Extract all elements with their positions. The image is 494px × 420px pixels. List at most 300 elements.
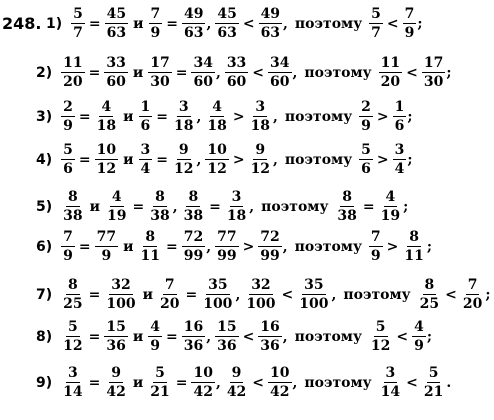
numerator: 10 bbox=[193, 365, 213, 381]
fraction bbox=[258, 230, 281, 263]
operator: < bbox=[252, 64, 265, 81]
therefore-word: поэтому bbox=[294, 328, 362, 345]
operator: > bbox=[376, 108, 389, 125]
numerator: 1 bbox=[394, 99, 405, 115]
fraction bbox=[393, 100, 407, 133]
denominator: 36 bbox=[260, 338, 280, 354]
denominator: 20 bbox=[63, 74, 83, 90]
conjunction-word: и bbox=[123, 108, 134, 125]
operator: = bbox=[165, 238, 178, 255]
punctuation: , bbox=[215, 374, 221, 391]
denominator: 9 bbox=[101, 248, 112, 264]
denominator: 42 bbox=[270, 384, 290, 400]
fraction bbox=[403, 7, 417, 40]
fraction bbox=[104, 320, 127, 353]
operator: = bbox=[209, 198, 221, 215]
denominator: 99 bbox=[260, 248, 280, 264]
denominator: 11 bbox=[404, 248, 424, 264]
fraction bbox=[182, 190, 205, 223]
fraction bbox=[249, 100, 272, 133]
numerator: 5 bbox=[63, 142, 73, 158]
denominator: 6 bbox=[394, 118, 405, 134]
fraction bbox=[191, 56, 214, 89]
fraction bbox=[205, 143, 228, 176]
punctuation: ; bbox=[417, 15, 423, 32]
numerator: 3 bbox=[68, 365, 78, 381]
denominator: 18 bbox=[250, 118, 271, 134]
fraction bbox=[104, 278, 137, 311]
denominator: 9 bbox=[150, 25, 161, 41]
numerator: 4 bbox=[111, 189, 122, 205]
conjunction-word: и bbox=[132, 374, 144, 391]
row-label: 5) bbox=[36, 198, 53, 215]
fraction bbox=[258, 320, 281, 353]
conjunction-word: и bbox=[123, 151, 134, 168]
operator: < bbox=[281, 286, 294, 303]
numerator: 4 bbox=[414, 319, 424, 335]
operator: = bbox=[165, 328, 178, 345]
operator: < bbox=[445, 286, 457, 303]
row-label: 2) bbox=[36, 64, 53, 81]
fraction bbox=[95, 100, 118, 133]
denominator: 20 bbox=[159, 296, 180, 312]
punctuation: , bbox=[331, 286, 337, 303]
denominator: 38 bbox=[183, 208, 204, 224]
denominator: 38 bbox=[337, 208, 357, 224]
therefore-word: поэтому bbox=[304, 64, 372, 81]
denominator: 100 bbox=[299, 296, 329, 312]
solution-row bbox=[36, 143, 416, 176]
denominator: 30 bbox=[423, 74, 444, 90]
operator: = bbox=[132, 198, 145, 215]
punctuation: ; bbox=[407, 151, 413, 168]
fraction bbox=[148, 320, 162, 353]
numerator: 77 bbox=[217, 229, 237, 245]
denominator: 9 bbox=[414, 338, 424, 354]
denominator: 60 bbox=[106, 74, 126, 90]
punctuation: , bbox=[249, 198, 255, 215]
operator: = bbox=[88, 374, 101, 391]
solution-row bbox=[36, 320, 435, 353]
denominator: 12 bbox=[250, 161, 271, 177]
operator: = bbox=[185, 286, 198, 303]
row-label: 3) bbox=[36, 108, 53, 125]
numerator: 5 bbox=[428, 365, 439, 381]
denominator: 12 bbox=[207, 161, 227, 177]
operator: = bbox=[166, 15, 178, 32]
numerator: 45 bbox=[217, 6, 237, 22]
numerator: 49 bbox=[260, 6, 281, 22]
fraction bbox=[201, 278, 234, 311]
denominator: 60 bbox=[270, 74, 290, 90]
punctuation: , bbox=[206, 238, 212, 255]
numerator: 15 bbox=[106, 319, 126, 335]
fraction bbox=[148, 190, 171, 223]
punctuation: , bbox=[215, 64, 221, 81]
fraction bbox=[61, 143, 75, 176]
operator: < bbox=[406, 64, 418, 81]
denominator: 12 bbox=[63, 338, 83, 354]
solution-row bbox=[36, 366, 454, 399]
solution-row bbox=[36, 100, 416, 133]
punctuation: . bbox=[446, 374, 452, 391]
denominator: 20 bbox=[380, 74, 401, 90]
denominator: 6 bbox=[361, 161, 371, 177]
fraction bbox=[61, 278, 84, 311]
punctuation: , bbox=[283, 15, 288, 32]
denominator: 100 bbox=[203, 296, 233, 312]
fraction bbox=[412, 320, 426, 353]
operator: = bbox=[156, 108, 168, 125]
numerator: 9 bbox=[178, 142, 189, 158]
denominator: 6 bbox=[140, 118, 151, 134]
problem-number: 248. bbox=[2, 14, 42, 33]
operator: = bbox=[362, 198, 375, 215]
conjunction-word: и bbox=[123, 238, 134, 255]
therefore-word: поэтому bbox=[284, 108, 353, 125]
denominator: 12 bbox=[370, 338, 391, 354]
numerator: 72 bbox=[260, 229, 280, 245]
denominator: 14 bbox=[380, 384, 401, 400]
denominator: 63 bbox=[183, 25, 204, 41]
fraction bbox=[158, 278, 181, 311]
operator: = bbox=[175, 374, 188, 391]
fraction bbox=[105, 190, 128, 223]
conjunction-word: и bbox=[89, 198, 101, 215]
numerator: 5 bbox=[73, 6, 83, 22]
operator: = bbox=[88, 286, 101, 303]
punctuation: , bbox=[172, 198, 178, 215]
fraction bbox=[182, 7, 205, 40]
punctuation: , bbox=[206, 15, 212, 32]
fraction bbox=[104, 366, 127, 399]
numerator: 4 bbox=[101, 99, 112, 115]
denominator: 20 bbox=[462, 296, 483, 312]
fraction bbox=[297, 278, 330, 311]
operator: = bbox=[78, 238, 91, 255]
numerator: 5 bbox=[375, 319, 386, 335]
punctuation: , bbox=[282, 328, 288, 345]
numerator: 49 bbox=[183, 6, 204, 22]
operator: = bbox=[156, 151, 168, 168]
fraction bbox=[418, 278, 441, 311]
punctuation: , bbox=[292, 64, 298, 81]
operator: = bbox=[88, 15, 101, 32]
denominator: 6 bbox=[63, 161, 73, 177]
punctuation: , bbox=[273, 108, 278, 125]
fraction bbox=[61, 190, 84, 223]
numerator: 5 bbox=[371, 6, 381, 22]
operator: = bbox=[78, 108, 91, 125]
fraction bbox=[139, 100, 153, 133]
denominator: 38 bbox=[63, 208, 83, 224]
numerator: 3 bbox=[394, 142, 405, 158]
denominator: 42 bbox=[106, 384, 126, 400]
operator: > bbox=[242, 238, 255, 255]
punctuation: ; bbox=[426, 328, 433, 345]
numerator: 7 bbox=[164, 277, 175, 293]
numerator: 8 bbox=[424, 277, 435, 293]
punctuation: , bbox=[196, 108, 202, 125]
operator: < bbox=[406, 374, 418, 391]
denominator: 60 bbox=[193, 74, 213, 90]
fraction bbox=[244, 278, 277, 311]
fraction bbox=[215, 230, 238, 263]
numerator: 5 bbox=[68, 319, 78, 335]
numerator: 45 bbox=[106, 6, 127, 22]
punctuation: ; bbox=[407, 108, 413, 125]
punctuation: , bbox=[206, 328, 212, 345]
numerator: 3 bbox=[140, 142, 151, 158]
denominator: 99 bbox=[217, 248, 237, 264]
denominator: 99 bbox=[183, 248, 204, 264]
numerator: 35 bbox=[208, 277, 228, 293]
fraction bbox=[379, 56, 402, 89]
fraction bbox=[422, 56, 445, 89]
fraction bbox=[149, 7, 163, 40]
numerator: 1 bbox=[140, 99, 151, 115]
therefore-word: поэтому bbox=[284, 151, 353, 168]
numerator: 8 bbox=[68, 277, 78, 293]
fraction bbox=[402, 230, 425, 263]
denominator: 12 bbox=[173, 161, 194, 177]
punctuation: , bbox=[273, 151, 278, 168]
numerator: 3 bbox=[178, 99, 189, 115]
numerator: 8 bbox=[145, 229, 156, 245]
fraction bbox=[182, 230, 205, 263]
fraction bbox=[104, 56, 127, 89]
fraction bbox=[268, 56, 291, 89]
fraction bbox=[249, 143, 272, 176]
denominator: 4 bbox=[394, 161, 405, 177]
row-label: 1) bbox=[46, 15, 63, 32]
denominator: 9 bbox=[404, 25, 415, 41]
numerator: 10 bbox=[96, 142, 117, 158]
denominator: 63 bbox=[260, 25, 281, 41]
numerator: 5 bbox=[155, 365, 165, 381]
denominator: 19 bbox=[107, 208, 127, 224]
denominator: 42 bbox=[193, 384, 213, 400]
fraction bbox=[359, 100, 373, 133]
denominator: 18 bbox=[173, 118, 194, 134]
row-label: 4) bbox=[36, 151, 53, 168]
denominator: 9 bbox=[370, 248, 381, 264]
operator: = bbox=[88, 64, 101, 81]
fraction bbox=[393, 143, 407, 176]
fraction bbox=[61, 56, 84, 89]
fraction bbox=[461, 278, 484, 311]
fraction bbox=[148, 56, 171, 89]
denominator: 14 bbox=[63, 384, 83, 400]
operator: > bbox=[386, 238, 399, 255]
denominator: 42 bbox=[226, 384, 247, 400]
numerator: 9 bbox=[231, 365, 242, 381]
fraction bbox=[225, 366, 248, 399]
row-label: 6) bbox=[36, 238, 53, 255]
denominator: 30 bbox=[150, 74, 170, 90]
solution-row bbox=[46, 7, 426, 40]
fraction bbox=[369, 320, 392, 353]
fraction bbox=[379, 366, 402, 399]
punctuation: ; bbox=[485, 286, 491, 303]
denominator: 9 bbox=[150, 338, 160, 354]
fraction bbox=[61, 320, 84, 353]
numerator: 4 bbox=[212, 99, 222, 115]
denominator: 18 bbox=[96, 118, 117, 134]
numerator: 7 bbox=[404, 6, 415, 22]
solution-row bbox=[36, 190, 411, 223]
fraction bbox=[422, 366, 445, 399]
denominator: 100 bbox=[246, 296, 276, 312]
numerator: 34 bbox=[270, 55, 290, 71]
operator: > bbox=[232, 108, 245, 125]
denominator: 4 bbox=[140, 161, 151, 177]
numerator: 3 bbox=[385, 365, 396, 381]
numerator: 77 bbox=[96, 229, 117, 245]
punctuation: , bbox=[292, 374, 298, 391]
numerator: 11 bbox=[63, 55, 83, 71]
numerator: 33 bbox=[226, 55, 247, 71]
numerator: 34 bbox=[193, 55, 213, 71]
punctuation: ; bbox=[446, 64, 452, 81]
fraction bbox=[259, 7, 282, 40]
denominator: 36 bbox=[106, 338, 126, 354]
fraction bbox=[139, 143, 153, 176]
numerator: 17 bbox=[150, 55, 170, 71]
therefore-word: поэтому bbox=[343, 286, 411, 303]
numerator: 7 bbox=[150, 6, 161, 22]
denominator: 12 bbox=[96, 161, 117, 177]
denominator: 36 bbox=[183, 338, 204, 354]
denominator: 25 bbox=[63, 296, 83, 312]
conjunction-word: и bbox=[142, 286, 153, 303]
operator: < bbox=[386, 15, 399, 32]
numerator: 9 bbox=[255, 142, 266, 158]
numerator: 33 bbox=[106, 55, 126, 71]
numerator: 7 bbox=[467, 277, 478, 293]
denominator: 60 bbox=[226, 74, 247, 90]
numerator: 10 bbox=[270, 365, 290, 381]
punctuation: ; bbox=[426, 238, 433, 255]
denominator: 9 bbox=[361, 118, 371, 134]
fraction bbox=[105, 7, 128, 40]
numerator: 8 bbox=[409, 229, 419, 245]
numerator: 3 bbox=[231, 189, 242, 205]
denominator: 7 bbox=[371, 25, 381, 41]
operator: > bbox=[232, 151, 245, 168]
denominator: 25 bbox=[419, 296, 440, 312]
denominator: 63 bbox=[217, 25, 237, 41]
fraction bbox=[369, 7, 383, 40]
numerator: 7 bbox=[63, 229, 73, 245]
fraction bbox=[225, 190, 248, 223]
operator: < bbox=[252, 374, 265, 391]
denominator: 21 bbox=[423, 384, 444, 400]
numerator: 32 bbox=[111, 277, 131, 293]
fraction bbox=[95, 230, 118, 263]
fraction bbox=[268, 366, 291, 399]
solution-row bbox=[36, 278, 494, 311]
denominator: 19 bbox=[380, 208, 401, 224]
numerator: 15 bbox=[217, 319, 237, 335]
row-label: 7) bbox=[36, 286, 53, 303]
numerator: 8 bbox=[68, 189, 78, 205]
numerator: 5 bbox=[361, 142, 371, 158]
denominator: 18 bbox=[207, 118, 227, 134]
operator: > bbox=[376, 151, 389, 168]
numerator: 8 bbox=[342, 189, 353, 205]
fraction bbox=[379, 190, 402, 223]
numerator: 2 bbox=[63, 99, 73, 115]
numerator: 8 bbox=[188, 189, 199, 205]
fraction bbox=[172, 100, 195, 133]
fraction bbox=[139, 230, 162, 263]
fraction bbox=[359, 143, 373, 176]
denominator: 9 bbox=[63, 248, 73, 264]
numerator: 11 bbox=[380, 55, 401, 71]
punctuation: , bbox=[235, 286, 241, 303]
fraction bbox=[182, 320, 205, 353]
denominator: 7 bbox=[73, 25, 83, 41]
numerator: 17 bbox=[423, 55, 444, 71]
therefore-word: поэтому bbox=[304, 374, 372, 391]
operator: = bbox=[88, 328, 101, 345]
operator: < bbox=[396, 328, 409, 345]
numerator: 8 bbox=[155, 189, 165, 205]
punctuation: ; bbox=[403, 198, 409, 215]
numerator: 4 bbox=[150, 319, 160, 335]
numerator: 72 bbox=[183, 229, 204, 245]
conjunction-word: и bbox=[132, 64, 144, 81]
solution-row bbox=[36, 56, 455, 89]
therefore-word: поэтому bbox=[294, 15, 363, 32]
punctuation: , bbox=[282, 238, 288, 255]
therefore-word: поэтому bbox=[294, 238, 362, 255]
operator: < bbox=[242, 15, 255, 32]
numerator: 32 bbox=[251, 277, 271, 293]
fraction bbox=[71, 7, 85, 40]
numerator: 7 bbox=[370, 229, 381, 245]
denominator: 11 bbox=[140, 248, 160, 264]
denominator: 100 bbox=[106, 296, 136, 312]
operator: = bbox=[78, 151, 91, 168]
fraction bbox=[172, 143, 195, 176]
operator: = bbox=[175, 64, 188, 81]
fraction bbox=[61, 366, 84, 399]
fraction bbox=[215, 7, 238, 40]
fraction bbox=[225, 56, 248, 89]
denominator: 38 bbox=[150, 208, 170, 224]
fraction bbox=[205, 100, 228, 133]
denominator: 18 bbox=[226, 208, 247, 224]
punctuation: , bbox=[196, 151, 202, 168]
fraction bbox=[61, 100, 75, 133]
numerator: 16 bbox=[183, 319, 204, 335]
numerator: 2 bbox=[361, 99, 371, 115]
fraction bbox=[191, 366, 214, 399]
therefore-word: поэтому bbox=[261, 198, 329, 215]
denominator: 21 bbox=[150, 384, 170, 400]
denominator: 63 bbox=[106, 25, 127, 41]
fraction bbox=[95, 143, 118, 176]
fraction bbox=[369, 230, 383, 263]
numerator: 16 bbox=[260, 319, 280, 335]
conjunction-word: и bbox=[133, 15, 144, 32]
operator: < bbox=[242, 328, 255, 345]
fraction bbox=[335, 190, 358, 223]
fraction bbox=[148, 366, 171, 399]
row-label: 8) bbox=[36, 328, 53, 345]
